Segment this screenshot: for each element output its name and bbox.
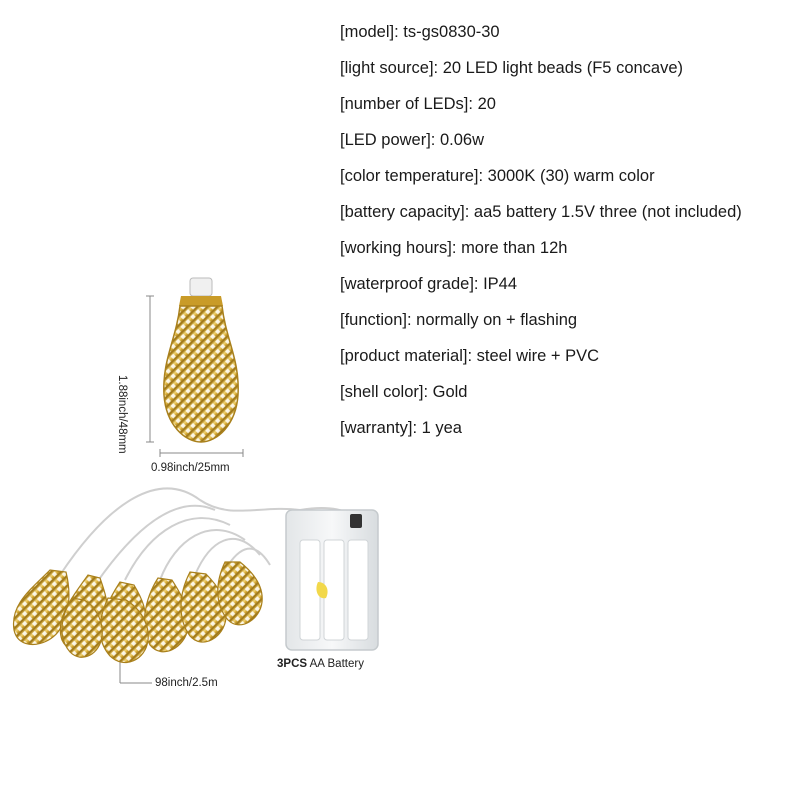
- spec-item-light-source: [light source]: 20 LED light beads (F5 concave): [340, 59, 684, 77]
- spec-item-number-of-leds: [number of LEDs]: 20: [340, 95, 496, 113]
- lantern-cluster: [13, 562, 262, 663]
- height-dimension-label: 1.88inch/48mm: [116, 375, 128, 454]
- length-dimension-line: [120, 662, 152, 683]
- spec-item-waterproof-grade: [waterproof grade]: IP44: [340, 275, 518, 293]
- spec-item-led-power: [LED power]: 0.06w: [340, 131, 484, 149]
- width-dimension-label: 0.98inch/25mm: [151, 462, 230, 474]
- spec-item-warranty: [warranty]: 1 yea: [340, 419, 462, 437]
- width-dimension-line: [160, 449, 243, 457]
- spec-item-model: [model]: ts-gs0830-30: [340, 23, 500, 41]
- spec-item-product-material: [product material]: steel wire + PVC: [340, 347, 600, 365]
- battery-count: 3PCS: [277, 658, 308, 670]
- spec-item-function: [function]: normally on + flashing: [340, 311, 578, 329]
- spec-item-battery-capacity: [battery capacity]: aa5 battery 1.5V three (not included): [340, 203, 742, 221]
- battery-type: AA Battery: [309, 658, 364, 670]
- spec-item-working-hours: [working hours]: more than 12h: [340, 239, 568, 257]
- length-dimension-label: 98inch/2.5m: [155, 677, 218, 689]
- spec-list: [340, 22, 742, 454]
- spec-item-color-temperature: [color temperature]: 3000K (30) warm color: [340, 167, 655, 185]
- battery-label: [277, 658, 364, 670]
- spec-item-shell-color: [shell color]: Gold: [340, 383, 468, 401]
- height-dimension-line: [146, 296, 154, 442]
- battery-box-icon: [286, 510, 378, 650]
- gold-teardrop-lantern-icon: [164, 278, 238, 442]
